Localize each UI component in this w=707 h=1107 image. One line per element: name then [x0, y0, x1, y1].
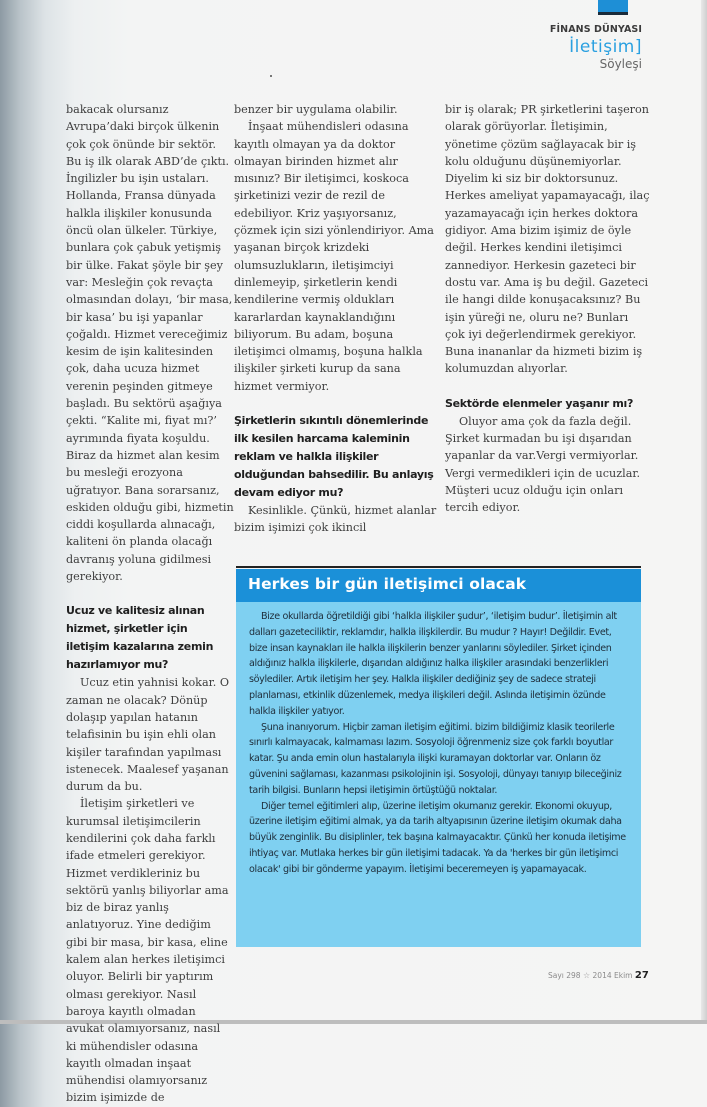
issue-date: 2014 Ekim: [592, 971, 633, 980]
page-footer: [548, 970, 649, 981]
section-subcategory: Söyleşi: [599, 57, 642, 71]
issue-number: Sayı 298: [548, 971, 581, 980]
box-paragraph: Şuna inanıyorum. Hiçbir zaman iletişim eğitimi. bizim bildiğimiz klasik teorilerle sınırlı kalmayacak, kalmaması lazım. Sosyoloji öğrenmeniz size çok farklı boyutlar katar. Şu anda emin olun hastalarıyla ilişki kuramayan doktorlar var. Onların öz güvenini sağlaması, kazanması psikolojinin işi. Sosyoloji, dünyayı tanıyıp bileceğiniz tarih bilgisi. Bunların hepsi iletişimin örtüştüğü noktalar.: [249, 721, 622, 796]
article-column-1: [66, 101, 234, 1107]
paragraph: İletişim şirketleri ve kurumsal iletişimcilerin kendilerini çok daha farklı ifade etmeleri gerekiyor. Hizmet verdikleriniz bu sektörü yanlış biliyorlar ama biz de biraz yanlış anlatıyoruz. Yine dediğim gibi bir masa, bir kasa, eline kalem alan herkes iletişimci oluyor. Belirli bir yaptırım olması gerekiyor. Nasıl baroya kayıtlı olmadan avukat olamıyorsanız, nasıl ki mühendisler odasına kayıtlı olmadan inşaat mühendisi olamıyorsanız bizim işimizde de: [66, 797, 229, 1105]
box-top-rule: [236, 566, 641, 568]
section-header: [470, 24, 642, 71]
paragraph: İnşaat mühendisleri odasına kayıtlı olmayan ya da doktor olmayan birinden hizmet alır mısınız? Bir iletişimci, koskoca şirketinizi vezir de rezil de edebiliyor. Kriz yaşıyorsanız, çözmek için sizi yönlendiriyor. Ama yaşanan birçok krizdeki olumsuzlukların, iletişimciyi dinlemeyip, şirketlerin kendi kendilerine vermiş oldukları kararlardan kaynaklandığını biliyorum. Bu adam, boşuna iletişimci olmamış, boşuna halkla ilişkiler şirketi kurup da sana hizmet vermiyor.: [234, 120, 434, 393]
page-edge: [701, 0, 707, 1024]
section-name: FİNANS DÜNYASI: [549, 24, 642, 35]
paragraph: bakacak olursanız Avrupa’daki birçok ülkenin çok çok önünde bir sektör. Bu iş ilk olarak ABD’de çıktı. İngilizler bu işin ustaları. Hollanda, Fransa dünyada halkla ilişkiler konusunda öncü olan ülkeler. Türkiye, bunlara çok çabuk yetişmiş bir ülke. Fakat şöyle bir şey var: Mesleğin çok revaçta olmasından dolayı, ‘bir masa, bir kasa’ bu işi yapanlar çoğaldı. Hizmet vereceğimiz kesim de işin kalitesinden çok, daha ucuza hizmet verenin peşinden gitmeye başladı. Bu sektörü aşağıya çekti. “Kalite mi, fiyat mı?’ ayrımında fiyata koşuldu. Biraz da hizmet alan kesim bu mesleği erozyona uğratıyor. Bana sorarsanız, eskiden olduğu gibi, hizmetin ciddi koşullarda alınacağı, kaliteni ön planda olacağı davranış yoluna gidilmesi gerekiyor.: [66, 103, 234, 584]
interview-question: Ucuz ve kalitesiz alınan hizmet, şirketler için iletişim kazalarına zemin hazırlamıyor mu?: [66, 604, 214, 672]
paragraph: benzer bir uygulama olabilir.: [234, 103, 398, 116]
print-speck: [270, 75, 272, 77]
paragraph: Kesinlikle. Çünkü, hizmet alanlar bizim işimizi çok ikincil: [234, 504, 437, 535]
article-column-3: [445, 101, 650, 517]
article-column-2: [234, 101, 439, 537]
box-paragraph: Bize okullarda öğretildiği gibi ‘halkla ilişkiler şudur’, ‘iletişim budur’. İletişimin alt dalları gazeteciliktir, reklamdır, halkla ilişkilerdir. Bu mudur ? Hayır! Değildir. Evet, bize insan kaynakları ile halkla ilişkilerin benzer yanlarını söylediler. Şirket içinden aldığınız halkla ilişkilerle, dışarıdan aldığınız halka ilişkiler arasındaki benzerlikleri söylediler. Artık iletişim her şey. Halkla ilişkiler dediğiniz şey de sadece strateji planlaması, etkinlik düzenlemek, medya ilişkileri değil. Aslında iletişimin özünde halkla ilişkiler yatıyor.: [249, 611, 617, 717]
paragraph: Ucuz etin yahnisi kokar. O zaman ne olacak? Dönüp dolaşıp yapılan hatanın telafisinin bu işin ehli olan kişiler tarafından yapılması istenecek. Maalesef yaşanan durum da bu.: [66, 676, 230, 794]
page-number: 27: [634, 970, 649, 981]
sidebar-box-title: Herkes bir gün iletişimci olacak: [236, 569, 641, 602]
section-category: İletişim]: [569, 37, 642, 57]
star-icon: ☆: [582, 971, 591, 980]
paragraph: Oluyor ama çok da fazla değil. Şirket kurmadan bu işi dışarıdan yapanlar da var.Vergi vermiyorlar. Vergi vermedikleri için de ucuzlar. Müşteri ucuz olduğu için onları tercih ediyor.: [445, 414, 641, 515]
section-tab-marker: [598, 0, 628, 15]
box-paragraph: Diğer temel eğitimleri alıp, üzerine iletişim okumanız gerekir. Ekonomi okuyup, üzerine iletişim eğitimi almak, ya da tarih altyapısının üzerine iletişim okumak daha büyük zenginlik. Bu disiplinler, tek başına kalmayacaktır. Çünkü her konuda iletişime ihtiyaç var. Mutlaka herkes bir gün iletişimi tadacak. Ya da 'herkes bir gün iletişimci olacak' gibi bir gönderme yapayım. İletişimi beceremeyen iş yapamayacak.: [249, 800, 626, 875]
interview-question: Şirketlerin sıkıntılı dönemlerinde ilk kesilen harcama kaleminin reklam ve halkla ilişkiler olduğundan bahsedilir. Bu anlayış devam ediyor mu?: [234, 414, 434, 500]
paragraph: bir iş olarak; PR şirketlerini taşeron olarak görüyorlar. İletişimin, yönetime çözüm sağlayacak bir iş kolu olduğunu düşünemiyorlar. Diyelim ki siz bir doktorsunuz. Herkes ameliyat yapamayacağı, ilaç yazamayacağı için herkes doktora gidiyor. Ama bizim işimiz de öyle değil. Herkes kendini iletişimci zannediyor. Herkesin gazeteci bir dostu var. Ama iş bu değil. Gazeteci ile hangi dilde konuşacaksınız? Bu işin yüreği ne, oluru ne? Bunları çok iyi değerlendirmek gerekiyor. Buna inananlar da hizmeti bizim iş kolumuzdan alıyorlar.: [445, 103, 650, 376]
interview-question: Sektörde elenmeler yaşanır mı?: [445, 396, 634, 410]
sidebar-box-body: [236, 602, 641, 947]
